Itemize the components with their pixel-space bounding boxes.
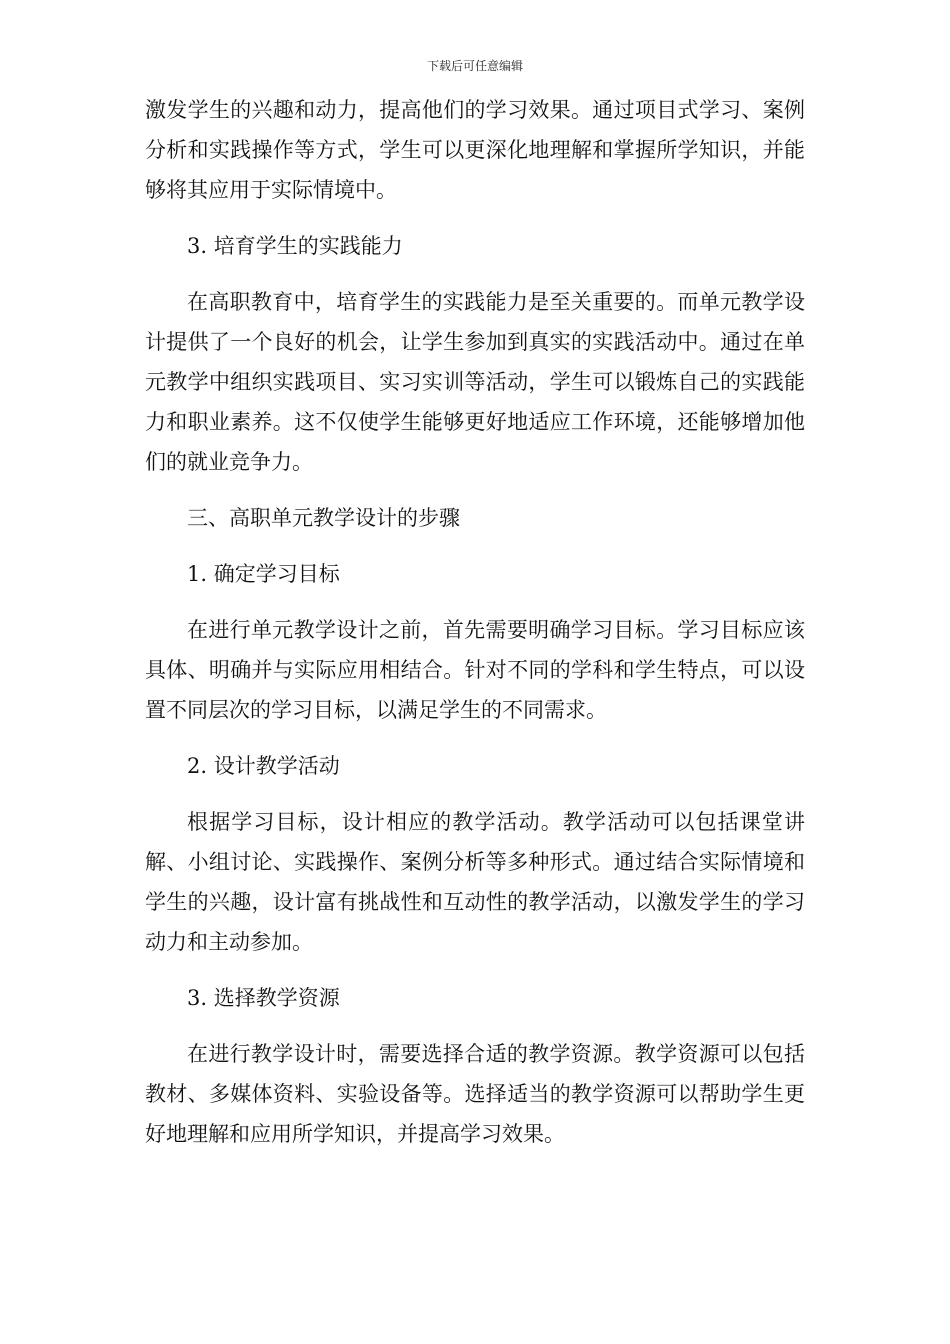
paragraph-continued: 激发学生的兴趣和动力，提高他们的学习效果。通过项目式学习、案例分析和实践操作等方式，学生可以更深化地理解和掌握所学知识，并能够将其应用于实际情境中。: [145, 98, 805, 202]
paragraph-teaching-resources: 在进行教学设计时，需要选择合适的教学资源。教学资源可以包括教材、多媒体资料、实验设备等。选择适当的教学资源可以帮助学生更好地理解和应用所学知识，并提高学习效果。: [145, 1042, 805, 1146]
document-body: [145, 90, 805, 1170]
chapter-heading-design-steps: 三、高职单元教学设计的步骤: [187, 506, 460, 530]
page-header: 下载后可任意编辑: [426, 59, 523, 73]
paragraph-practice-ability: 在高职教育中，培育学生的实践能力是至关重要的。而单元教学设计提供了一个良好的机会，让学生参加到真实的实践活动中。通过在单元教学中组织实践项目、实习实训等活动，学生可以锻炼自己的实践能力和职业素养。这不仅使学生能够更好地适应工作环境，还能够增加他们的就业竞争力。: [145, 290, 805, 474]
paragraph-learning-goals: 在进行单元教学设计之前，首先需要明确学习目标。学习目标应该具体、明确并与实际应用相结合。针对不同的学科和学生特点，可以设置不同层次的学习目标，以满足学生的不同需求。: [145, 618, 805, 722]
section-heading-learning-goals: 1. 确定学习目标: [187, 562, 340, 586]
section-heading-teaching-activities: 2. 设计教学活动: [187, 754, 340, 778]
section-heading-teaching-resources: 3. 选择教学资源: [187, 986, 340, 1010]
section-heading-cultivate-practice: 3. 培育学生的实践能力: [187, 234, 403, 258]
paragraph-teaching-activities: 根据学习目标，设计相应的教学活动。教学活动可以包括课堂讲解、小组讨论、实践操作、案例分析等多种形式。通过结合实际情境和学生的兴趣，设计富有挑战性和互动性的教学活动，以激发学生的学习动力和主动参加。: [145, 810, 805, 954]
